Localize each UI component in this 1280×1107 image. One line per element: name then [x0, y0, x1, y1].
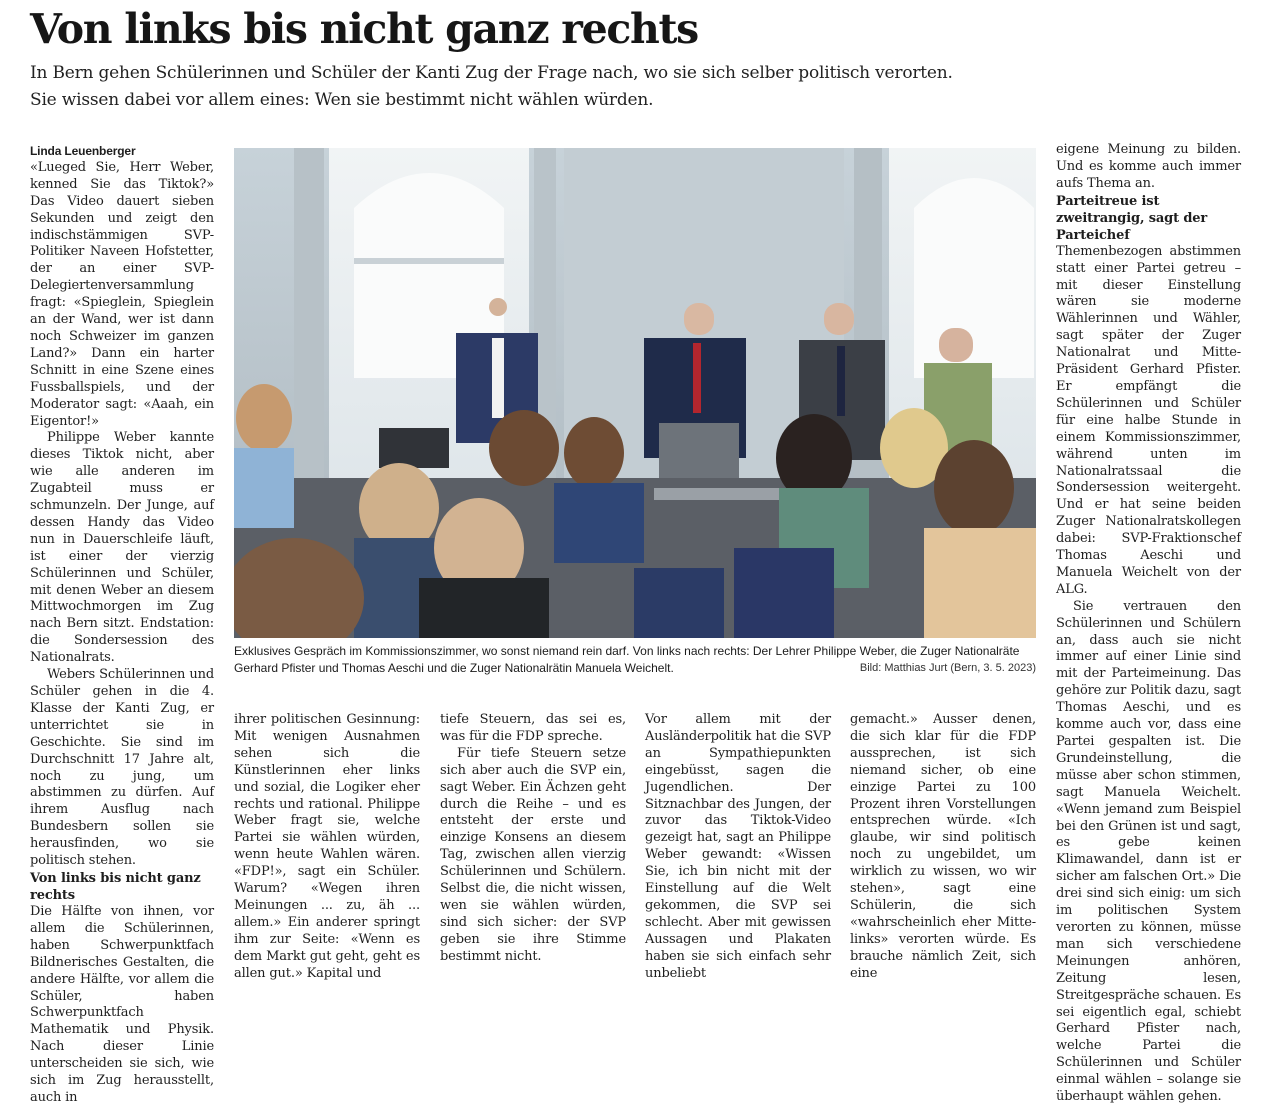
body-paragraph: tiefe Steuern, das sei es, was für die FDP spreche.	[440, 712, 626, 744]
headline: Von links bis nicht ganz rechts	[30, 5, 698, 53]
commission-room-photo	[234, 148, 1036, 638]
column-4	[645, 712, 831, 983]
body-paragraph: Themenbezogen abstimmen statt einer Partei getreu – mit dieser Einstellung wären sie moderne Wählerinnen und Wähler, sagt später der Zuger Nationalrat und Mitte-Präsident Gerhard Pfister. Er empfängt die Schülerinnen und Schüler für eine halbe Stunde in einem Kommissionszimmer, während unten im Nationalratssaal die Sondersession weitergeht. Und er hat seine beiden Zuger Nationalratskollegen dabei: SVP-Fraktionschef Thomas Aeschi und Manuela Weichelt von der ALG.	[1056, 243, 1241, 597]
author-byline: Linda Leuenberger	[30, 144, 136, 158]
lead-line-2: Sie wissen dabei vor allem eines: Wen sie bestimmt nicht wählen würden.	[30, 90, 654, 110]
lead-line-1: In Bern gehen Schülerinnen und Schüler der Kanti Zug der Frage nach, wo sie sich selber politisch verorten.	[30, 63, 953, 83]
subheading: Parteitreue ist zweitrangig, sagt der Parteichef	[1056, 193, 1208, 243]
caption-text: Exklusives Gespräch im Kommissionszimmer, wo sonst niemand rein darf. Von links nach rechts: Der Lehrer Philippe Weber, die Zuger Nationalräte Gerhard Pfister und Thomas Aeschi und die Zuger Nationalrätin Manuela Weichelt.	[234, 644, 1020, 675]
lead-paragraph	[30, 60, 1090, 114]
column-5	[850, 712, 1036, 983]
subheading: Von links bis nicht ganz rechts	[30, 870, 201, 903]
photo-caption	[234, 643, 1036, 677]
body-paragraph: ihrer politischen Gesinnung: Mit wenigen Ausnahmen sehen sich die Künstlerinnen eher links und sozial, die Logiker eher rechts und rational. Philippe Weber fragt sie, welche Partei sie wählen würden, wenn heute Wahlen wären. «FDP!», sagt ein Schüler. Warum? «Wegen ihren Meinungen ... zu, äh ... allem.» Ein anderer springt ihm zur Seite: «Wenn es dem Markt gut geht, geht es allen gut.» Kapital und	[234, 712, 420, 981]
column-6	[1056, 142, 1241, 1106]
body-paragraph: gemacht.» Ausser denen, die sich klar für die FDP aussprechen, ist sich niemand sicher, ob eine einzige Partei zu 100 Prozent ihren Vorstellungen entsprechen würde. «Ich glaube, wir sind politisch noch zu ungebildet, um wirklich zu wissen, wo wir stehen», sagt eine Schülerin, die sich «wahrscheinlich eher Mitte-links» verorten würde. Es brauche nämlich Zeit, sich eine	[850, 712, 1036, 981]
column-1	[30, 143, 214, 1107]
body-paragraph: eigene Meinung zu bilden. Und es komme auch immer aufs Thema an.	[1056, 142, 1241, 191]
body-paragraph: Webers Schülerinnen und Schüler gehen in die 4. Klasse der Kanti Zug, er unterrichtet sie in Geschichte. Sie sind im Durchschnitt 17 Jahre alt, noch zu jung, um abstimmen zu dürfen. Auf ihrem Ausflug nach Bundesbern sollen sie herausfinden, wo sie politisch stehen.	[30, 667, 214, 869]
body-paragraph: Für tiefe Steuern setze sich aber auch die SVP ein, sagt Weber. Ein Ächzen geht durch die Reihe – und es entsteht der erste und einzige Konsens an diesem Tag, zwischen allen vierzig Schülerinnen und Schülern. Selbst die, die nicht wissen, wen sie wählen würden, sind sich sicher: der SVP geben sie ihre Stimme bestimmt nicht.	[440, 745, 626, 964]
body-paragraph: «Lueged Sie, Herr Weber, kenned Sie das Tiktok?» Das Video dauert sieben Sekunden und zeigt den indischstämmigen SVP-Politiker Naveen Hofstetter, der an einer SVP-Delegiertenversammlung fragt: «Spieglein, Spieglein an der Wand, wer ist dann noch Schweizer im ganzen Land?» Dann ein harter Schnitt in eine Szene eines Fussballspiels, und der Moderator sagt: «Aaah, ein Eigentor!»	[30, 159, 214, 429]
article-photo	[234, 148, 1036, 638]
photo-credit: Bild: Matthias Jurt (Bern, 3. 5. 2023)	[854, 660, 1036, 677]
body-paragraph: Sie vertrauen den Schülerinnen und Schülern an, dass auch sie nicht immer auf einer Linie sind mit der Parteimeinung. Das gehöre zur Politik dazu, sagt Thomas Aeschi, und es komme auch vor, dass eine Partei gespalten ist. Die Grundeinstellung, die müsse aber schon stimmen, sagt Manuela Weichelt. «Wenn jemand zum Beispiel bei den Grünen ist und sagt, es gebe keinen Klimawandel, dann ist er sicher am falschen Ort.» Die drei sind sich einig: um sich im politischen System verorten zu können, müsse man sich verschiedene Meinungen anhören, Zeitung lesen, Streitgespräche schauen. Es sei eigentlich egal, schiebt Gerhard Pfister nach, welche Partei die Schülerinnen und Schüler einmal wählen – solange sie überhaupt wählen gehen.	[1056, 598, 1241, 1105]
column-2	[234, 712, 420, 983]
body-paragraph: Philippe Weber kannte dieses Tiktok nicht, aber wie alle anderen im Zugabteil muss er schmunzeln. Der Junge, auf dessen Handy das Video nun in Dauerschleife läuft, ist einer der vierzig Schülerinnen und Schüler, mit denen Weber an diesem Mittwochmorgen im Zug nach Bern sitzt. Endstation: die Sondersession des Nationalrats.	[30, 430, 214, 666]
body-paragraph: Die Hälfte von ihnen, vor allem die Schülerinnen, haben Schwerpunktfach Bildnerisches Gestalten, die andere Hälfte, vor allem die Schüler, haben Schwerpunktfach Mathematik und Physik. Nach dieser Linie unterscheiden sie sich, wie sich im Zug herausstellt, auch in	[30, 903, 214, 1105]
column-3	[440, 712, 626, 966]
body-paragraph: Vor allem mit der Ausländerpolitik hat die SVP an Sympathiepunkten eingebüsst, sagen die Jugendlichen. Der Sitznachbar des Jungen, der zuvor das Tiktok-Video gezeigt hat, sagt an Philippe Weber gewandt: «Wissen Sie, ich bin nicht mit der Einstellung auf die Welt gekommen, die SVP sei schlecht. Aber mit gewissen Aussagen und Plakaten haben sie sich einfach sehr unbeliebt	[645, 712, 831, 981]
